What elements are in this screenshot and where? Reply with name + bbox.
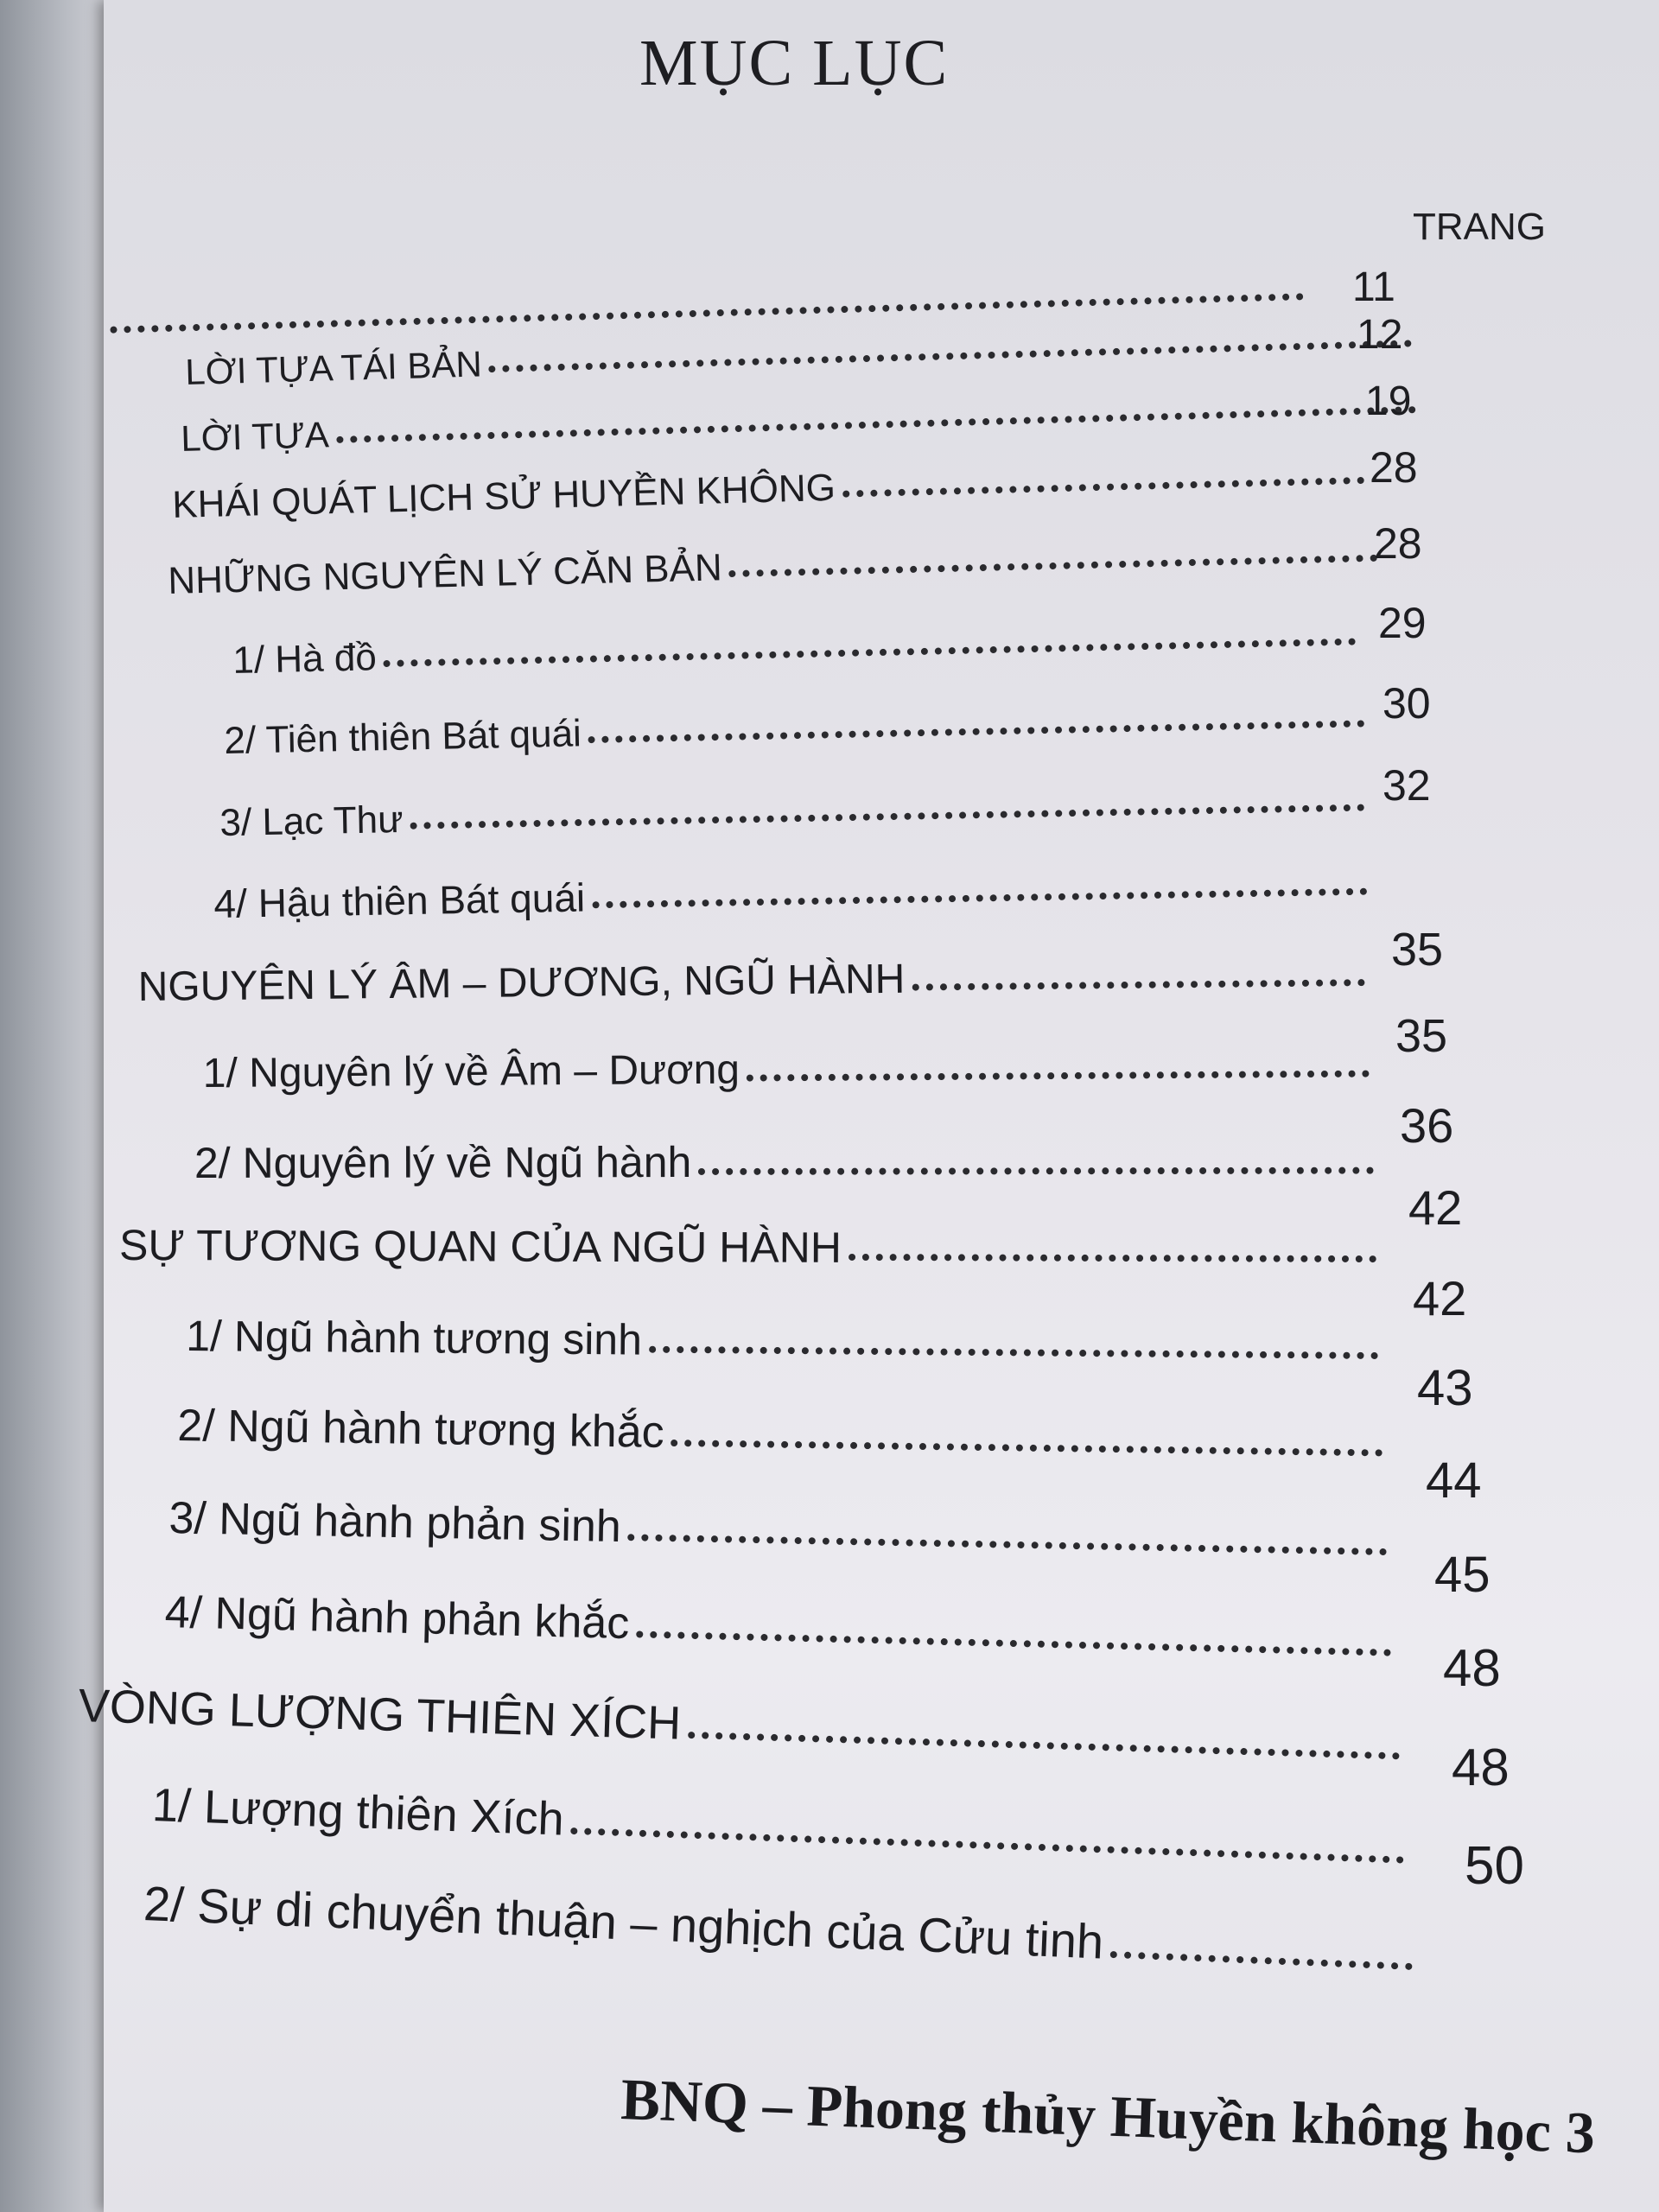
toc-entry (177, 1391, 1392, 1469)
toc-page-number: 11 (1352, 264, 1395, 310)
toc-page-number: 48 (1443, 1639, 1501, 1697)
toc-entry (219, 762, 1374, 845)
toc-page-number: 50 (1465, 1836, 1524, 1896)
toc-page-number: 36 (1400, 1098, 1454, 1153)
toc-entry-label: 3/ Ngũ hành phản sinh (168, 1493, 622, 1553)
toc-leader-dots (384, 639, 1357, 668)
toc-entry-label: NHỮNG NGUYÊN LÝ CĂN BẢN (167, 546, 723, 603)
toc-entry-label: KHÁI QUÁT LỊCH SỬ HUYỀN KHÔNG (171, 466, 836, 527)
toc-page-number: 28 (1370, 443, 1418, 492)
toc-leader-dots (592, 888, 1367, 909)
toc-entry-label: 1/ Nguyên lý về Âm – Dương (202, 1046, 741, 1096)
toc-leader-dots (627, 1534, 1387, 1555)
toc-entry-label: 2/ Nguyên lý về Ngũ hành (194, 1137, 692, 1187)
toc-leader-dots (842, 477, 1364, 498)
toc-entry-label: NGUYÊN LÝ ÂM – DƯƠNG, NGŨ HÀNH (137, 956, 906, 1010)
toc-page-number: 28 (1374, 519, 1422, 568)
toc-entry-label: 4/ Ngũ hành phản khắc (164, 1587, 631, 1649)
toc-leader-dots (588, 720, 1365, 743)
toc-page-number: 44 (1426, 1452, 1482, 1509)
toc-entry (203, 1029, 1378, 1097)
toc-leader-dots (636, 1630, 1391, 1656)
toc-leader-dots (747, 1071, 1370, 1082)
toc-entry (151, 1771, 1414, 1876)
toc-entry (213, 847, 1376, 927)
toc-leader-dots (688, 1732, 1400, 1759)
toc-leader-dots (570, 1827, 1404, 1864)
toc-entry (137, 938, 1374, 1011)
toc-entry (224, 678, 1374, 763)
toc-entry (232, 596, 1364, 683)
toc-entry-label: LỜI TỰA TÁI BẢN (184, 343, 483, 393)
toc-page-number: 29 (1378, 599, 1427, 647)
toc-entry (194, 1126, 1382, 1188)
toc-leader-dots (649, 1346, 1378, 1359)
toc-entry-label: 3/ Lạc Thư (219, 798, 404, 845)
toc-entry (167, 513, 1386, 603)
toc-leader-dots (849, 1254, 1376, 1262)
toc-entry-label: 2/ Ngũ hành tương khắc (177, 1401, 665, 1458)
toc-entry (164, 1578, 1401, 1669)
toc-page-number: 19 (1365, 378, 1412, 424)
toc-leader-dots (1109, 1951, 1412, 1970)
book-page (78, 0, 1659, 2212)
toc-entry-label: 1/ Ngũ hành tương sinh (186, 1312, 643, 1364)
toc-leader-dots (410, 804, 1365, 830)
toc-page-number: 43 (1417, 1360, 1473, 1416)
toc-entry-label: SỰ TƯƠNG QUAN CỦA NGŨ HÀNH (119, 1221, 842, 1272)
toc-entry (78, 1672, 1409, 1772)
toc-leader-dots (912, 979, 1364, 990)
toc-page-number: 42 (1408, 1180, 1463, 1235)
toc-entry-label: 1/ Hà đồ (232, 636, 378, 683)
toc-page-number: 30 (1382, 679, 1431, 728)
toc-entry (119, 1210, 1385, 1274)
toc-entry-label: 4/ Hậu thiên Bát quái (213, 874, 586, 927)
toc-entry (186, 1300, 1388, 1371)
page-column-header: TRANG (1413, 206, 1546, 248)
toc-page-number: 32 (1382, 761, 1431, 810)
toc-entry-label: 2/ Tiên thiên Bát quái (223, 712, 582, 763)
book-footer: BNQ – Phong thủy Huyền không học 3 (620, 2065, 1597, 2166)
toc-entry (143, 1871, 1423, 1982)
toc-leader-dots (729, 555, 1378, 577)
toc-page-number: 12 (1357, 312, 1403, 358)
toc-entry (168, 1484, 1396, 1567)
toc-leader-dots (698, 1167, 1374, 1175)
page-title: MỤC LỤC (639, 27, 950, 99)
toc-entry-label: LỜI TỰA (180, 414, 330, 460)
toc-leader-dots (489, 340, 1412, 372)
toc-page-number: 45 (1434, 1547, 1491, 1603)
toc-page-number: 42 (1413, 1271, 1467, 1325)
toc-entry-label: VÒNG LƯỢNG THIÊN XÍCH (78, 1680, 683, 1750)
toc-entry-label: 2/ Sự di chuyển thuận – nghịch của Cửu tinh (143, 1876, 1105, 1969)
toc-page-number: 35 (1395, 1010, 1448, 1062)
toc-entry-label: 1/ Lượng thiên Xích (151, 1779, 565, 1846)
toc-page-number: 35 (1391, 924, 1444, 976)
toc-page-number: 48 (1452, 1738, 1510, 1796)
toc-leader-dots (671, 1440, 1382, 1457)
